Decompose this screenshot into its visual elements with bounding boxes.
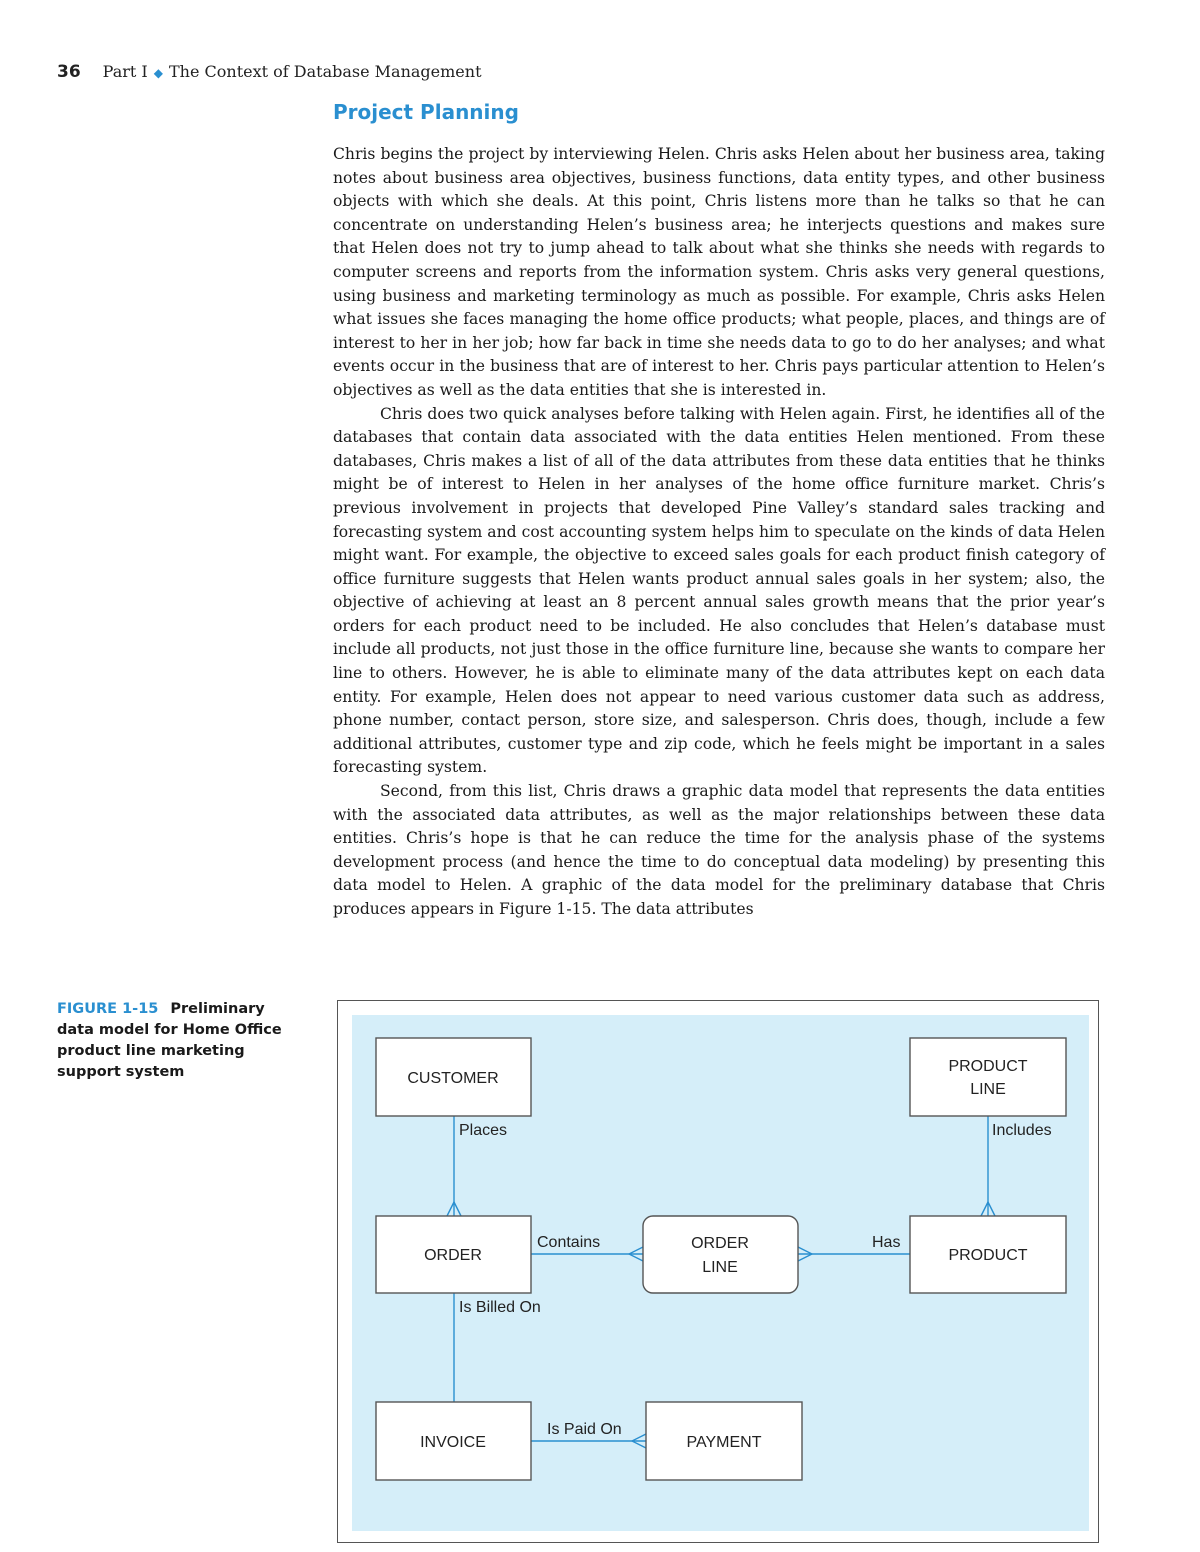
figure-caption-text: Preliminary data model for Home Office product line marketing support system: [57, 1001, 282, 1080]
product-line-label-1: PRODUCT: [948, 1058, 1028, 1075]
er-diagram-figure: [337, 1000, 1099, 1543]
places-label: Places: [459, 1122, 508, 1139]
running-title: The Context of Database Management: [168, 62, 482, 81]
order-label: ORDER: [424, 1247, 482, 1264]
product-label: PRODUCT: [948, 1247, 1028, 1264]
page-number: 36: [57, 62, 81, 82]
er-diagram: [338, 1001, 1100, 1544]
body-text: [333, 143, 1105, 922]
includes-label: Includes: [992, 1122, 1052, 1139]
figure-caption: [57, 999, 302, 1083]
paragraph: Chris does two quick analyses before talking with Helen again. First, he identifies all of the databases that contain data associated with the data entities Helen mentioned. From these databases, Chris makes a list of all of the data attributes from these data entities that he thinks might be of interest to Helen in her analyses of the home office furniture market. Chris’s previous involvement in projects that developed Pine Valley’s standard sales tracking and forecasting system and cost accounting system helps him to speculate on the kinds of data Helen might want. For example, the objective to exceed sales goals for each product finish category of office furniture suggests that Helen wants product annual sales goals in her system; also, the objective of achieving at least an 8 percent annual sales growth means that the prior year’s orders for each product need to be included. He also concludes that Helen’s database must include all products, not just those in the office furniture line, because she wants to compare her line to others. However, he is able to eliminate many of the data attributes kept on each data entity. For example, Helen does not appear to need various customer data such as address, phone number, contact person, store size, and salesperson. Chris does, though, include a few additional attributes, customer type and zip code, which he feels might be important in a sales forecasting system.: [333, 404, 1105, 777]
paragraph: Second, from this list, Chris draws a graphic data model that represents the data entities with the associated data attributes, as well as the major relationships between these data entities. Chris’s hope is that he can reduce the time for the analysis phase of the systems development process (and hence the time to do conceptual data modeling) by presenting this data model to Helen. A graphic of the data model for the preliminary database that Chris produces appears in Figure 1-15. The data attributes: [333, 782, 1105, 918]
order-line-label-1: ORDER: [691, 1235, 749, 1252]
order-line-entity: [643, 1216, 798, 1293]
figure-label: FIGURE 1-15: [57, 1001, 159, 1017]
payment-label: PAYMENT: [686, 1434, 762, 1451]
part-label: Part I: [102, 62, 148, 81]
contains-label: Contains: [537, 1234, 601, 1251]
customer-label: CUSTOMER: [407, 1070, 499, 1087]
order-line-label-2: LINE: [702, 1259, 738, 1276]
is-billed-on-label: Is Billed On: [459, 1299, 541, 1316]
is-paid-on-label: Is Paid On: [547, 1421, 622, 1438]
diamond-icon: ◆: [153, 66, 163, 80]
has-label: Has: [872, 1234, 901, 1251]
running-header: [57, 62, 482, 82]
paragraph: Chris begins the project by interviewing Helen. Chris asks Helen about her business area, taking notes about business area objectives, business functions, data entity types, and other business objects with which she deals. At this point, Chris listens more than he talks so that he can concentrate on understanding Helen’s business area; he interjects questions and makes sure that Helen does not try to jump ahead to talk about what she thinks she needs with regards to computer screens and reports from the information system. Chris asks very general questions, using business and marketing terminology as much as possible. For example, Chris asks Helen what issues she faces managing the home office products; what people, places, and things are of interest to her in her job; how far back in time she needs data to go to do her analyses; and what events occur in the business that are of interest to her. Chris pays particular attention to Helen’s objectives as well as the data entities that she is interested in.: [333, 145, 1105, 399]
invoice-label: INVOICE: [420, 1434, 486, 1451]
section-heading: Project Planning: [333, 100, 519, 124]
product-line-entity: [910, 1038, 1066, 1116]
product-line-label-2: LINE: [970, 1081, 1006, 1098]
